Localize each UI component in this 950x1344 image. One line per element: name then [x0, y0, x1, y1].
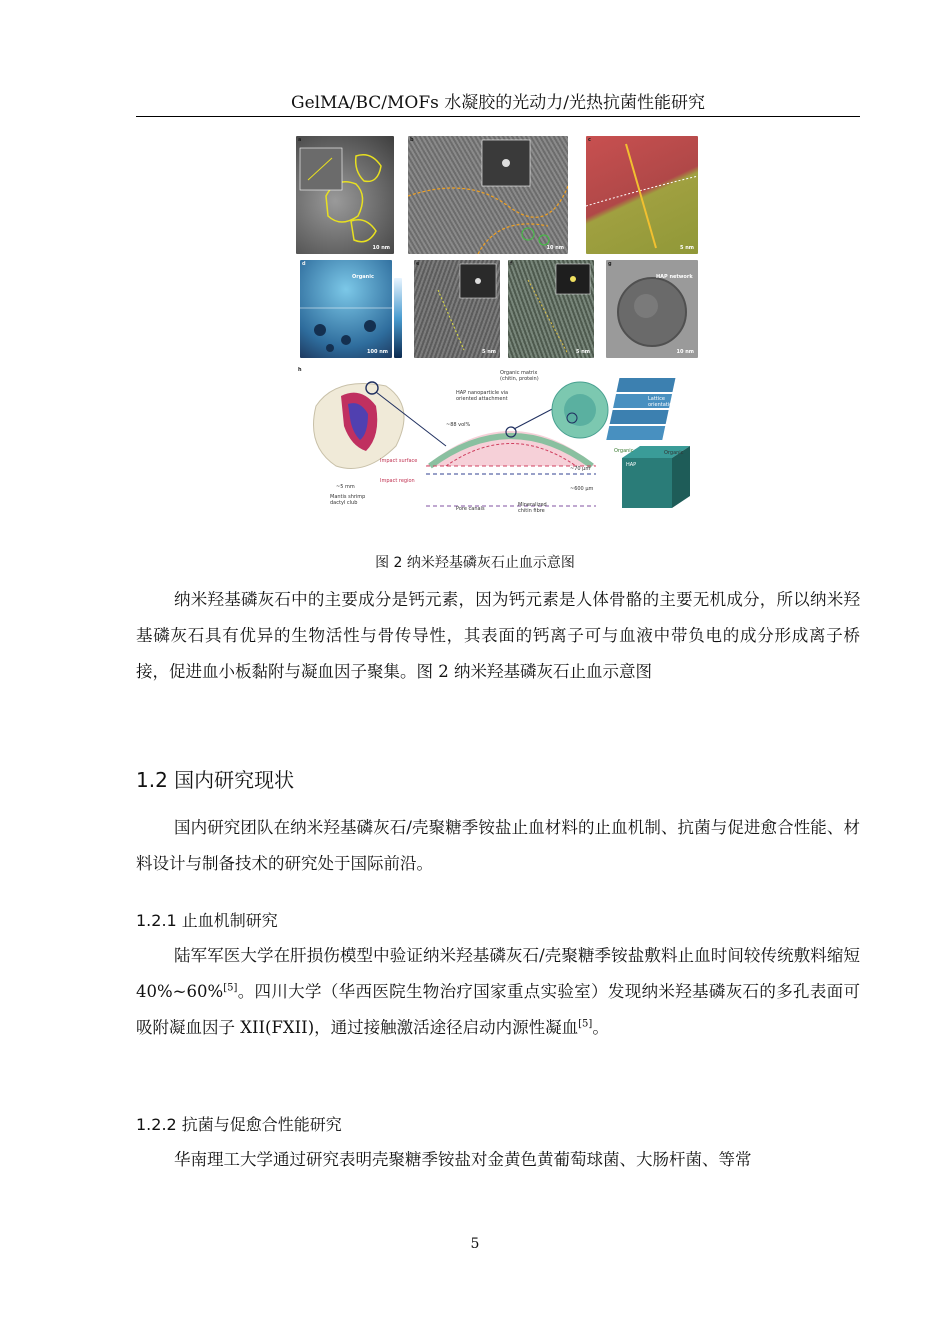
panel-c-scale: 5 nm: [680, 245, 694, 251]
paragraph-hap-description: 纳米羟基磷灰石中的主要成分是钙元素，因为钙元素是人体骨骼的主要无机成分，所以纳米羟基磷灰石具有优异的生物活性与骨传导性，其表面的钙离子可与血液中带负电的成分形成离子桥接，促进血小板黏附与凝血因子聚集。图 2 纳米羟基磷灰石止血示意图: [136, 590, 860, 681]
text-1-2-1-a: 陆军军医大学在肝损伤模型中验证纳米羟基磷灰石/壳聚糖季铵盐敷料止血时间较传统敷料缩短 40%~60%: [136, 946, 860, 1001]
panel-f-scale: 5 nm: [576, 349, 590, 355]
panel-a-grain-outlines: [296, 136, 394, 254]
panel-h-label: h: [298, 367, 302, 373]
citation-5-a[interactable]: [5]: [223, 982, 238, 994]
label-pore-canals: Pore canals: [456, 506, 485, 512]
panel-f-inset: [508, 260, 594, 358]
panel-e-label: e: [416, 261, 420, 267]
panel-f-hrtem: [508, 260, 594, 358]
panel-f-label: f: [510, 261, 513, 267]
panel-b-scale: 10 nm: [546, 245, 564, 251]
panel-d-scale: 100 nm: [367, 349, 388, 355]
panel-e-hrtem: [414, 260, 500, 358]
section-heading-1-2-2: 1.2.2 抗菌与促愈合性能研究: [136, 1115, 342, 1134]
label-d70: ~70 μm: [570, 466, 591, 472]
label-hap: HAP: [626, 462, 637, 468]
panel-a-scale: 10 nm: [372, 245, 390, 251]
panel-g-hap-network: HAP network: [656, 274, 693, 280]
running-header: GelMA/BC/MOFs 水凝胶的光动力/光热抗菌性能研究: [290, 93, 706, 113]
panel-h-schematic: [296, 366, 704, 522]
text-1-2-1-c: 。: [592, 1018, 609, 1037]
panel-e-scale: 5 nm: [482, 349, 496, 355]
paragraph-1-2-2: 华南理工大学通过研究表明壳聚糖季铵盐对金黄色黄葡萄球菌、大肠杆菌、等常: [174, 1150, 752, 1169]
header-rule: [136, 116, 860, 117]
panel-d-structure: [300, 260, 392, 358]
panel-b-hrtem-image: [408, 136, 568, 254]
citation-5-b[interactable]: [5]: [578, 1018, 593, 1030]
panel-d-colorbar: [394, 278, 402, 358]
label-organic-cube: Organic: [664, 450, 684, 456]
panel-b-boundaries: [408, 136, 568, 254]
page-number: 5: [470, 1236, 480, 1252]
label-d600: ~600 μm: [570, 486, 594, 492]
lattice-stack-graphic: [606, 378, 675, 440]
figure-2: [296, 132, 704, 522]
label-lattice: Lattice orientation: [648, 396, 676, 408]
panel-c-lines: [586, 136, 698, 254]
label-impact-surface: Impact surface: [380, 458, 418, 464]
label-size: ~5 mm: [336, 484, 355, 490]
panel-c-label: c: [588, 137, 591, 143]
panel-g-scale: 10 nm: [676, 349, 694, 355]
label-mantis: Mantis shrimp dactyl club: [330, 494, 366, 506]
label-organic: Organic: [614, 448, 634, 454]
label-hap-np: HAP nanoparticle via oriented attachment: [456, 390, 509, 402]
panel-g-tem: [606, 260, 698, 358]
panel-g-label: g: [608, 261, 612, 267]
panel-d-tomography: [300, 260, 392, 358]
label-vol: ~88 vol%: [446, 422, 471, 428]
section-heading-1-2: 1.2 国内研究现状: [136, 768, 295, 792]
label-impact-region: Impact region: [380, 478, 415, 484]
label-mineralized: Mineralized chitin fibre: [518, 502, 547, 514]
panel-e-inset: [414, 260, 500, 358]
panel-a-label: a: [298, 137, 302, 143]
paragraph-1-2: 国内研究团队在纳米羟基磷灰石/壳聚糖季铵盐止血材料的止血机制、抗菌与促进愈合性能、材料设计与制备技术的研究处于国际前沿。: [136, 818, 860, 873]
text-1-2-1-b: 。四川大学（华西医院生物治疗国家重点实验室）发现纳米羟基磷灰石的多孔表面可吸附凝血因子 XII(FXII)，通过接触激活途径启动内源性凝血: [136, 982, 860, 1037]
panel-a-tem-image: [296, 136, 394, 254]
panel-c-grain-boundary: [586, 136, 698, 254]
paragraph-1-2-1: [136, 938, 860, 1046]
panel-d-label: d: [302, 261, 306, 267]
panel-b-label: b: [410, 137, 414, 143]
panel-d-organic: Organic: [352, 274, 374, 280]
figure-caption: 图 2 纳米羟基磷灰石止血示意图: [375, 555, 575, 571]
section-heading-1-2-1: 1.2.1 止血机制研究: [136, 911, 278, 930]
label-organic-matrix: Organic matrix (chitin, protein): [500, 370, 539, 382]
